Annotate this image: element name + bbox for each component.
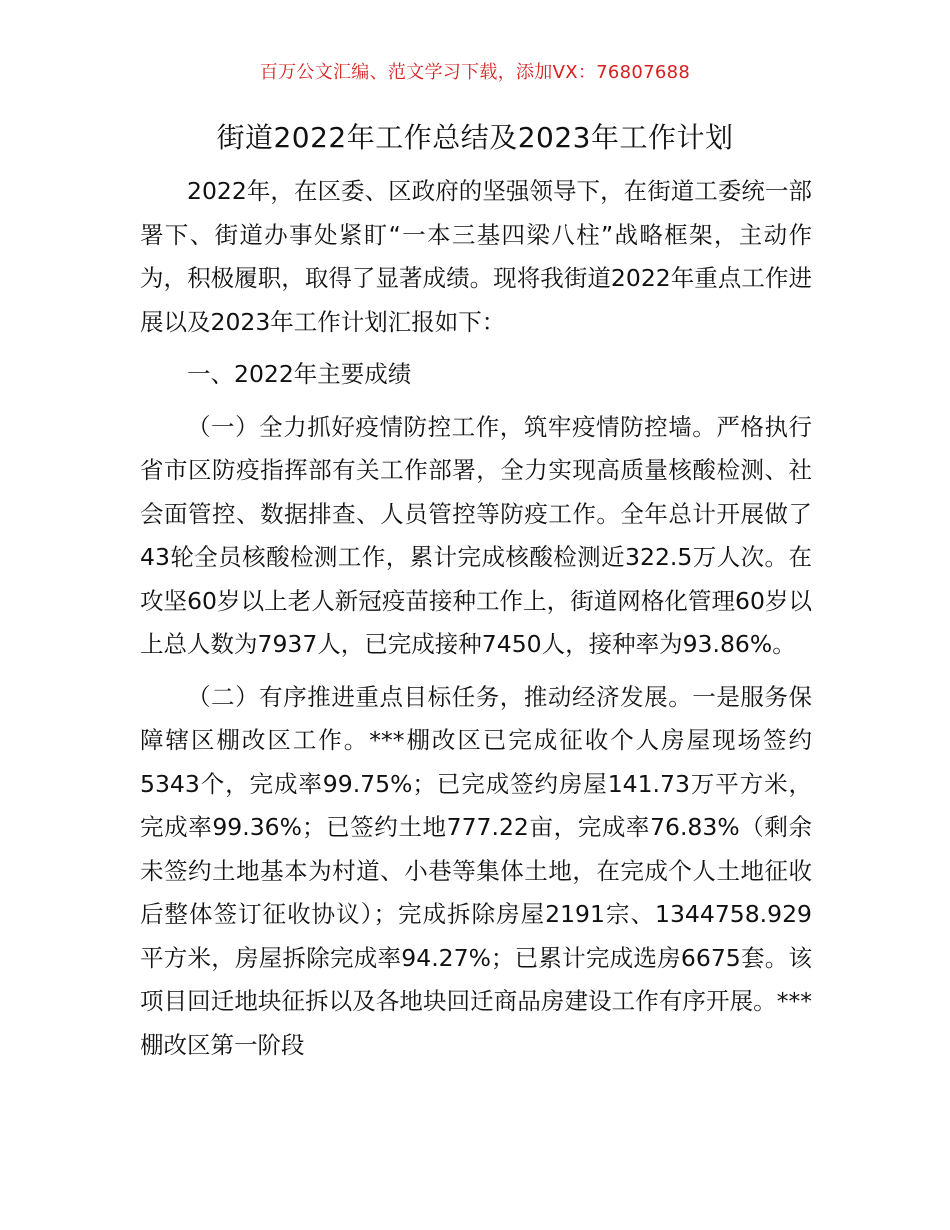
document-body [140, 170, 812, 1067]
watermark-header: 百万公文汇编、范文学习下载，添加VX：76807688 [259, 62, 691, 83]
document-title: 街道2022年工作总结及2023年工作计划 [216, 121, 734, 154]
body-paragraph: （二）有序推进重点目标任务，推动经济发展。一是服务保障辖区棚改区工作。***棚改区已完成征收个人房屋现场签约5343个，完成率99.75%；已完成签约房屋141.73万平方米，完成率99.36%；已签约土地777.22亩，完成率76.83%（剩余未签约土地基本为村道、小巷等集体土地，在完成个人土地征收后整体签订征收协议）；完成拆除房屋2191宗、1344758.929平方米，房屋拆除完成率94.27%；已累计完成选房6675套。该项目回迁地块征拆以及各地块回迁商品房建设工作有序开展。***棚改区第一阶段 [140, 682, 812, 1059]
body-paragraph: （一）全力抓好疫情防控工作，筑牢疫情防控墙。严格执行省市区防疫指挥部有关工作部署，全力实现高质量核酸检测、社会面管控、数据排查、人员管控等防疫工作。全年总计开展做了43轮全员核酸检测工作，累计完成核酸检测近322.5万人次。在攻坚60岁以上老人新冠疫苗接种工作上，街道网格化管理60岁以上总人数为7937人，已完成接种7450人，接种率为93.86%。 [140, 412, 812, 658]
intro-paragraph: 2022年，在区委、区政府的坚强领导下，在街道工委统一部署下、街道办事处紧盯“一本三基四梁八柱”战略框架，主动作为，积极履职，取得了显著成绩。现将我街道2022年重点工作进展以及2023年工作计划汇报如下： [140, 177, 812, 336]
section-heading: 一、2022年主要成绩 [187, 360, 412, 388]
